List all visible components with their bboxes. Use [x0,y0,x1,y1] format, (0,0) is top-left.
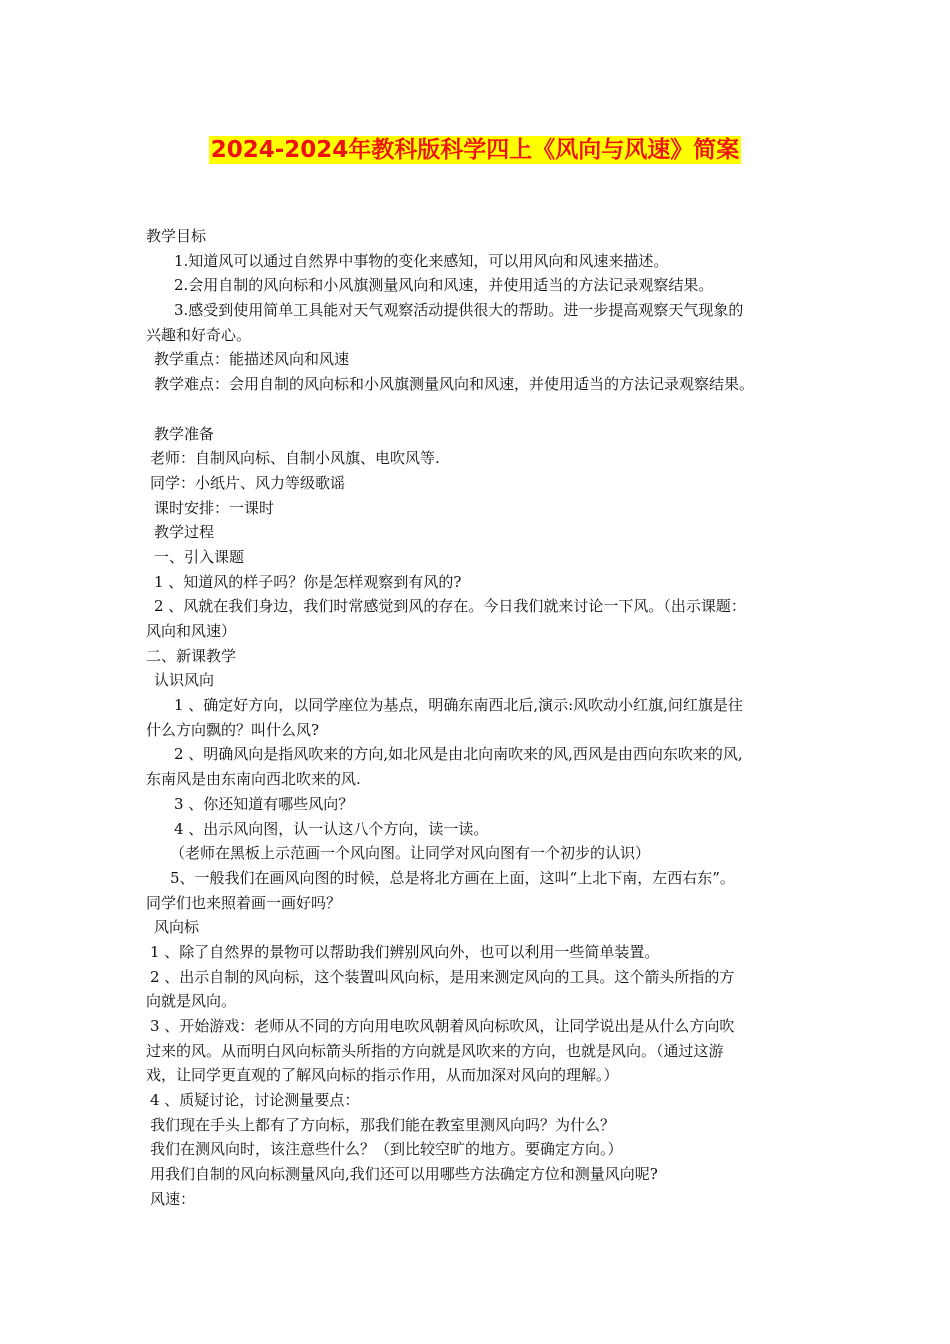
text-line: 二、新课教学 [146,646,237,665]
text-line: 我们现在手头上都有了方向标，那我们能在教室里测风向吗？为什么？ [150,1115,616,1134]
document-title: 2024-2024年教科版科学四上《风向与风速》简案 [210,137,740,163]
text-line: 教学重点：能描述风向和风速 [154,350,350,369]
text-line: 风向标 [154,918,200,937]
text-line: 风速： [150,1189,196,1208]
title-container [0,136,950,164]
text-line: 3 、你还知道有哪些风向？ [174,794,354,813]
text-line: 4 、质疑讨论，讨论测量要点： [150,1091,360,1110]
text-line: 3 、开始游戏：老师从不同的方向用电吹风朝着风向标吹风，让同学说出是从什么方向吹 [150,1017,735,1035]
text-line: 1 、知道风的样子吗？你是怎样观察到有风的? [154,572,462,591]
text-line: 向就是风向。 [146,992,237,1011]
text-line: 同学：小纸片、风力等级歌谣 [150,473,346,492]
text-line: 老师：自制风向标、自制小风旗、电吹风等. [150,449,440,468]
text-line: 1 、确定好方向，以同学座位为基点，明确东南西北后,演示:风吹动小红旗,问红旗是往 [174,696,743,715]
text-line: 同学们也来照着画一画好吗？ [146,893,342,912]
text-line: 2.会用自制的风向标和小风旗测量风向和风速，并使用适当的方法记录观察结果。 [174,276,714,295]
text-line: 1.知道风可以通过自然界中事物的变化来感知，可以用风向和风速来描述。 [174,251,669,270]
text-line: （老师在黑板上示范画一个风向图。让同学对风向图有一个初步的认识） [170,844,651,863]
text-line: 教学难点：会用自制的风向标和小风旗测量风向和风速，并使用适当的方法记录观察结果。 [154,375,755,394]
text-line: 风向和风速） [146,622,237,640]
blank-line [146,397,822,422]
text-line: 4 、出示风向图，认一认这八个方向，读一读。 [174,819,489,838]
text-line: 我们在测风向时，该注意些什么？（到比较空旷的地方。要确定方向。） [150,1140,623,1159]
text-line: 用我们自制的风向标测量风向,我们还可以用哪些方法确定方位和测量风向呢? [150,1165,658,1184]
text-line: 教学准备 [154,424,215,443]
text-line: 一、引入课题 [154,547,245,566]
text-line: 5、一般我们在画风向图的时候，总是将北方画在上面，这叫“上北下南，左西右东”。 [170,868,735,887]
text-line: 戏，让同学更直观的了解风向标的指示作用，从而加深对风向的理解。） [146,1066,619,1085]
text-line: 2 、明确风向是指风吹来的方向,如北风是由北向南吹来的风,西风是由西向东吹来的风, [174,745,743,764]
text-line: 3.感受到使用简单工具能对天气观察活动提供很大的帮助。进一步提高观察天气现象的 [174,301,744,320]
text-line: 兴趣和好奇心。 [146,325,252,344]
text-line: 2 、出示自制的风向标，这个装置叫风向标，是用来测定风向的工具。这个箭头所指的方 [150,967,735,986]
text-line: 教学过程 [154,523,215,542]
text-line: 过来的风。从而明白风向标箭头所指的方向就是风吹来的方向，也就是风向。（通过这游 [146,1041,724,1060]
text-line: 东南风是由东南向西北吹来的风. [146,770,361,789]
text-line: 教学目标 [146,227,207,245]
text-line: 什么方向飘的？叫什么风? [146,720,320,739]
text-line: 认识风向 [154,671,215,690]
text-line: 2 、风就在我们身边，我们时常感觉到风的存在。今日我们就来讨论一下风。（出示课题： [154,597,746,616]
text-line: 1 、除了自然界的景物可以帮助我们辨别风向外，也可以利用一些简单装置。 [150,942,660,961]
document-body [146,224,822,1212]
text-line: 课时安排：一课时 [154,498,275,517]
